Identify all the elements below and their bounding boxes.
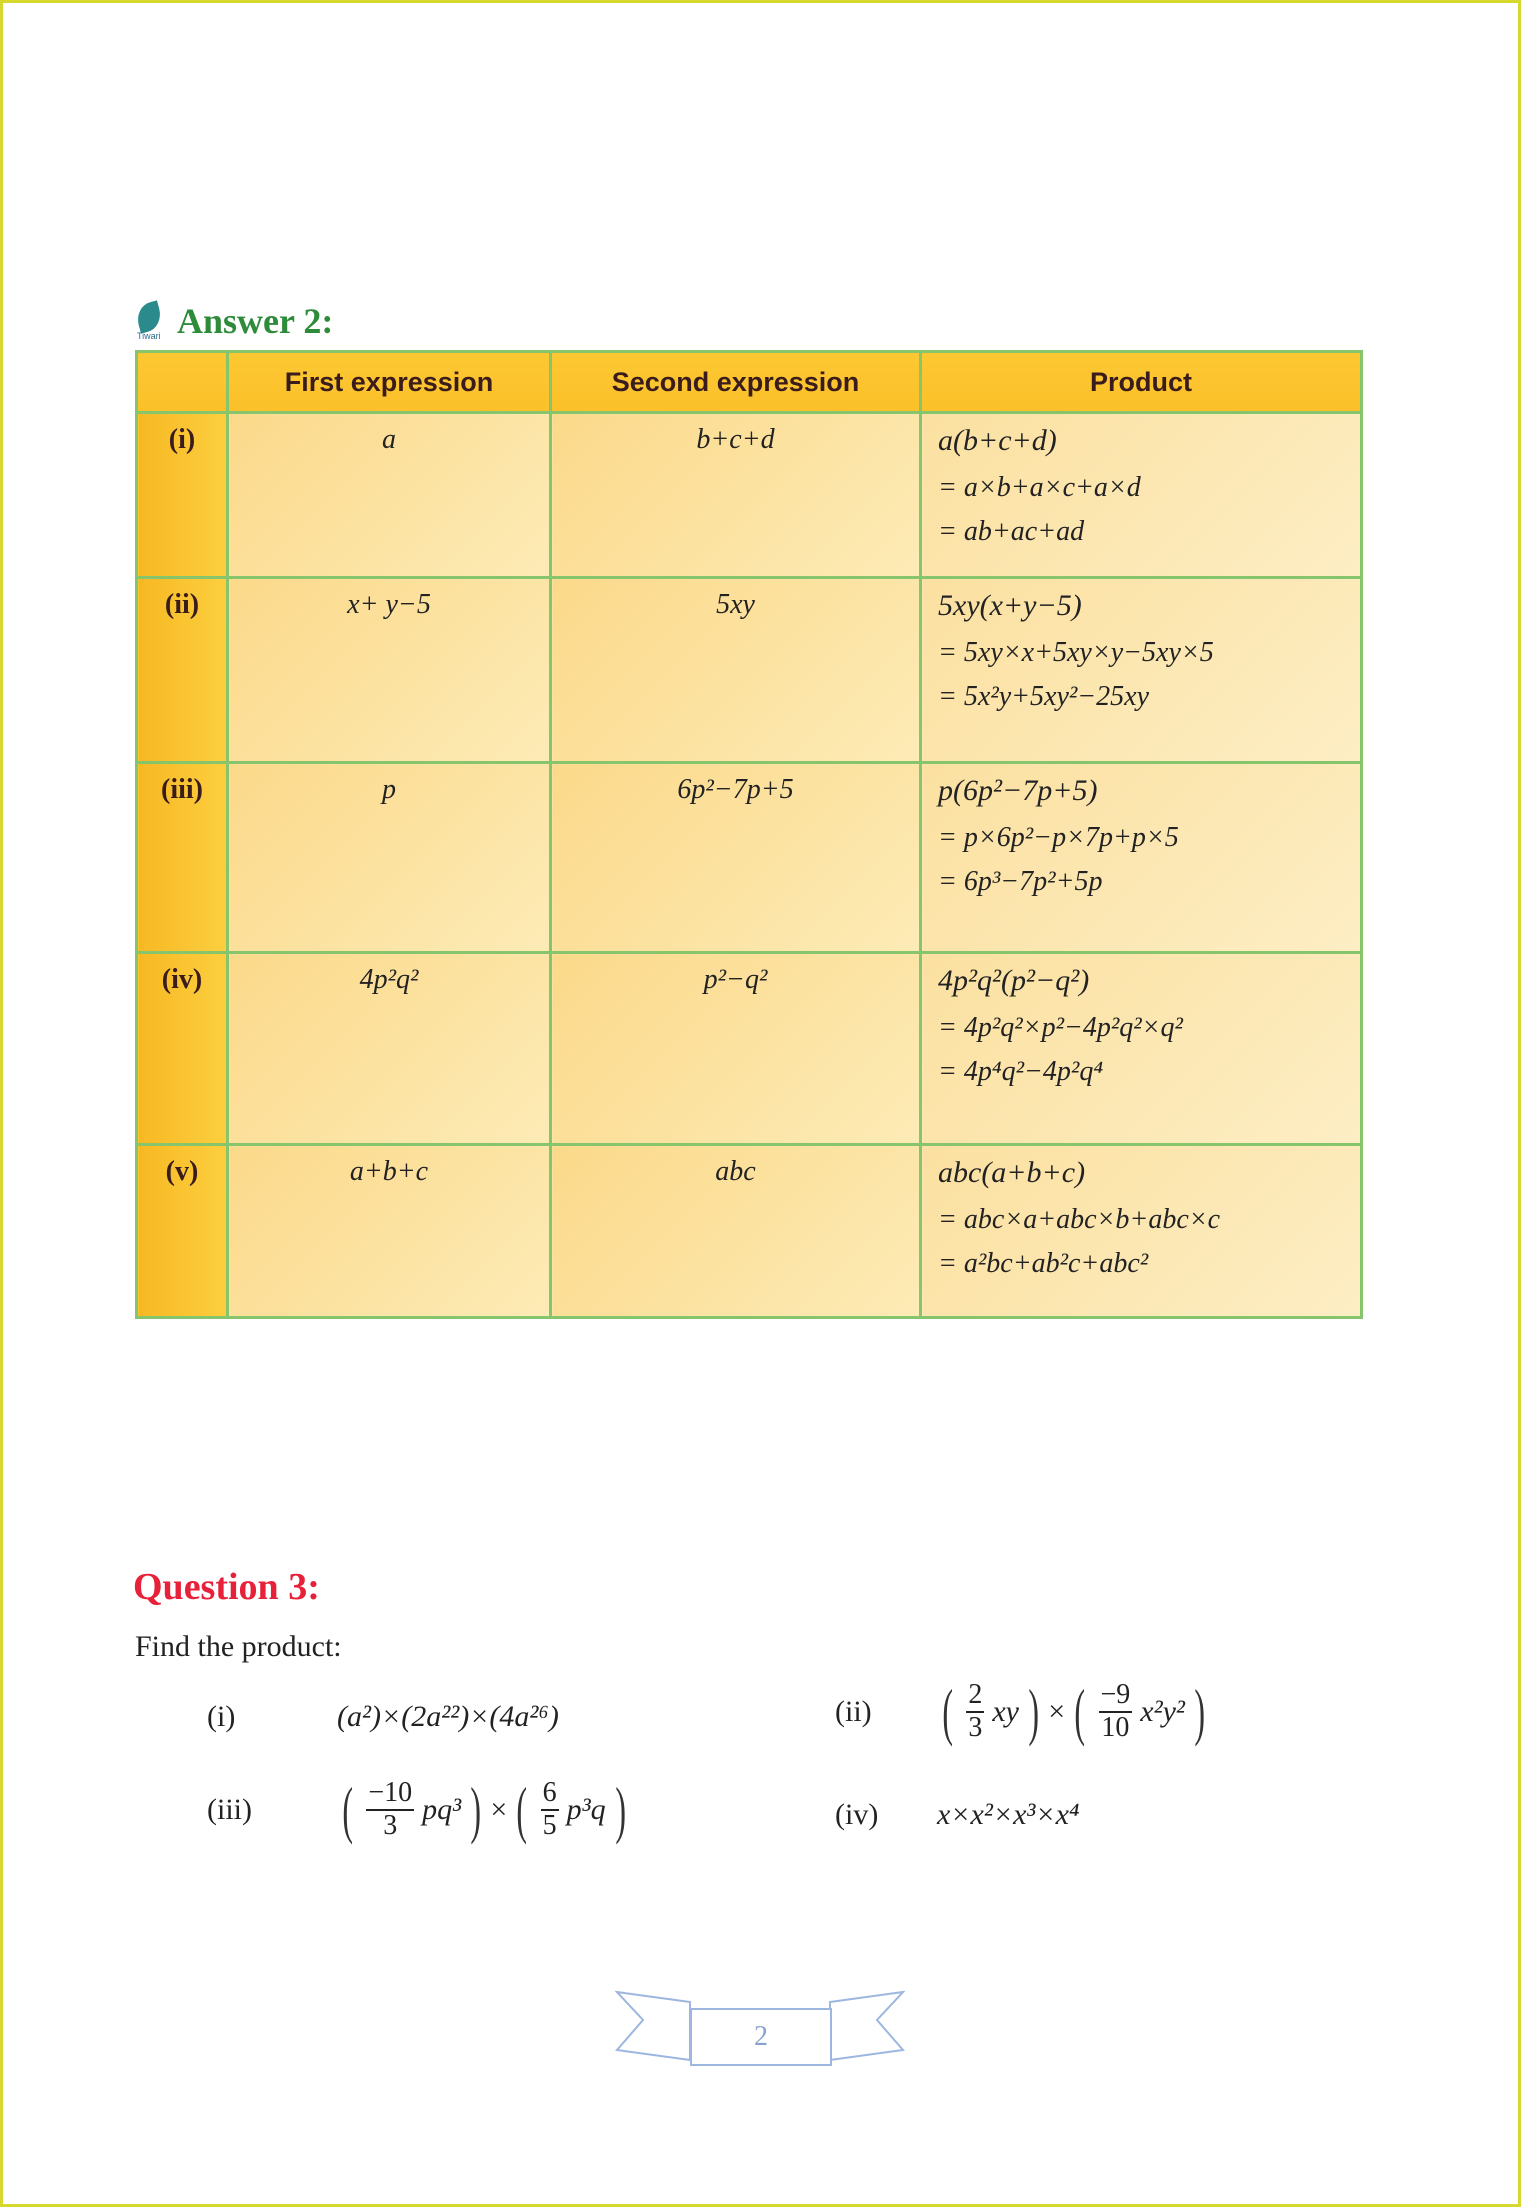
header-blank — [137, 352, 228, 413]
product-step: = p×6p²−p×7p+p×5 — [938, 822, 1179, 853]
item-label: (iii) — [207, 1793, 252, 1826]
product-step: p(6p²−7p+5) — [938, 774, 1098, 807]
product-step: a(b+c+d) — [938, 424, 1057, 457]
answer-table — [135, 350, 1363, 1319]
second-expression-cell: b+c+d — [551, 413, 921, 578]
product-step: 5xy(x+y−5) — [938, 589, 1082, 622]
fraction: $\frac{6}{5}$ — [542, 1777, 557, 1841]
question-item-i — [207, 1700, 559, 1734]
first-expression-cell: p — [228, 763, 551, 953]
second-expression-cell: 5xy — [551, 578, 921, 763]
header-product: Product — [921, 352, 1362, 413]
item-expression: ( $\frac{2}{3}$ xy ) × ( $\frac{-9}{10}$ x²y² ) — [942, 1676, 1205, 1747]
product-step: abc(a+b+c) — [938, 1156, 1086, 1189]
answer-heading — [135, 300, 333, 342]
page-number-ribbon — [615, 1990, 905, 2070]
item-expression: (a²)×(2a²²)×(4a²⁶) — [337, 1700, 559, 1733]
question-title: Question 3: — [133, 1566, 320, 1608]
product-cell — [921, 953, 1362, 1145]
item-expression: ( $\frac{-10}{3}$ pq³ ) × ( $\frac{6}{5}$ p³q ) — [342, 1774, 626, 1845]
table-row — [137, 413, 1362, 578]
product-step: = a×b+a×c+a×d — [938, 472, 1141, 503]
product-step: 4p²q²(p²−q²) — [938, 964, 1090, 997]
tiwari-logo-icon: Tiwari — [135, 301, 171, 341]
answer-title: Answer 2: — [177, 301, 334, 341]
product-step: = a²bc+ab²c+abc² — [938, 1248, 1149, 1279]
row-label: (iii) — [137, 763, 228, 953]
question-prompt: Find the product: — [135, 1630, 342, 1663]
item-label: (i) — [207, 1700, 236, 1733]
question-item-ii — [835, 1676, 1210, 1747]
product-cell — [921, 763, 1362, 953]
question-item-iv — [835, 1798, 1079, 1832]
item-expression: x×x²×x³×x⁴ — [937, 1798, 1080, 1831]
first-expression-cell: 4p²q² — [228, 953, 551, 1145]
question-item-iii — [207, 1774, 631, 1845]
second-expression-cell: abc — [551, 1145, 921, 1318]
header-second-expression: Second expression — [551, 352, 921, 413]
table-row — [137, 953, 1362, 1145]
item-label: (iv) — [835, 1798, 879, 1831]
product-step: = 4p⁴q²−4p²q⁴ — [938, 1056, 1104, 1087]
item-label: (ii) — [835, 1695, 872, 1728]
table-row — [137, 1145, 1362, 1318]
table-row — [137, 578, 1362, 763]
product-step: = abc×a+abc×b+abc×c — [938, 1204, 1221, 1235]
second-expression-cell: p²−q² — [551, 953, 921, 1145]
product-step: = 5x²y+5xy²−25xy — [938, 681, 1150, 712]
product-cell — [921, 578, 1362, 763]
page-number: 2 — [690, 2008, 832, 2066]
product-step: = ab+ac+ad — [938, 516, 1085, 547]
header-first-expression: First expression — [228, 352, 551, 413]
row-label: (i) — [137, 413, 228, 578]
first-expression-cell: x+ y−5 — [228, 578, 551, 763]
fraction: $\frac{2}{3}$ — [968, 1679, 983, 1743]
row-label: (iv) — [137, 953, 228, 1145]
product-cell — [921, 413, 1362, 578]
table-row — [137, 763, 1362, 953]
product-step: = 4p²q²×p²−4p²q²×q² — [938, 1012, 1183, 1043]
product-step: = 5xy×x+5xy×y−5xy×5 — [938, 637, 1214, 668]
row-label: (v) — [137, 1145, 228, 1318]
row-label: (ii) — [137, 578, 228, 763]
first-expression-cell: a+b+c — [228, 1145, 551, 1318]
first-expression-cell: a — [228, 413, 551, 578]
fraction: $\frac{-9}{10}$ — [1100, 1679, 1131, 1743]
second-expression-cell: 6p²−7p+5 — [551, 763, 921, 953]
product-cell — [921, 1145, 1362, 1318]
product-step: = 6p³−7p²+5p — [938, 866, 1103, 897]
fraction: $\frac{-10}{3}$ — [368, 1777, 413, 1841]
